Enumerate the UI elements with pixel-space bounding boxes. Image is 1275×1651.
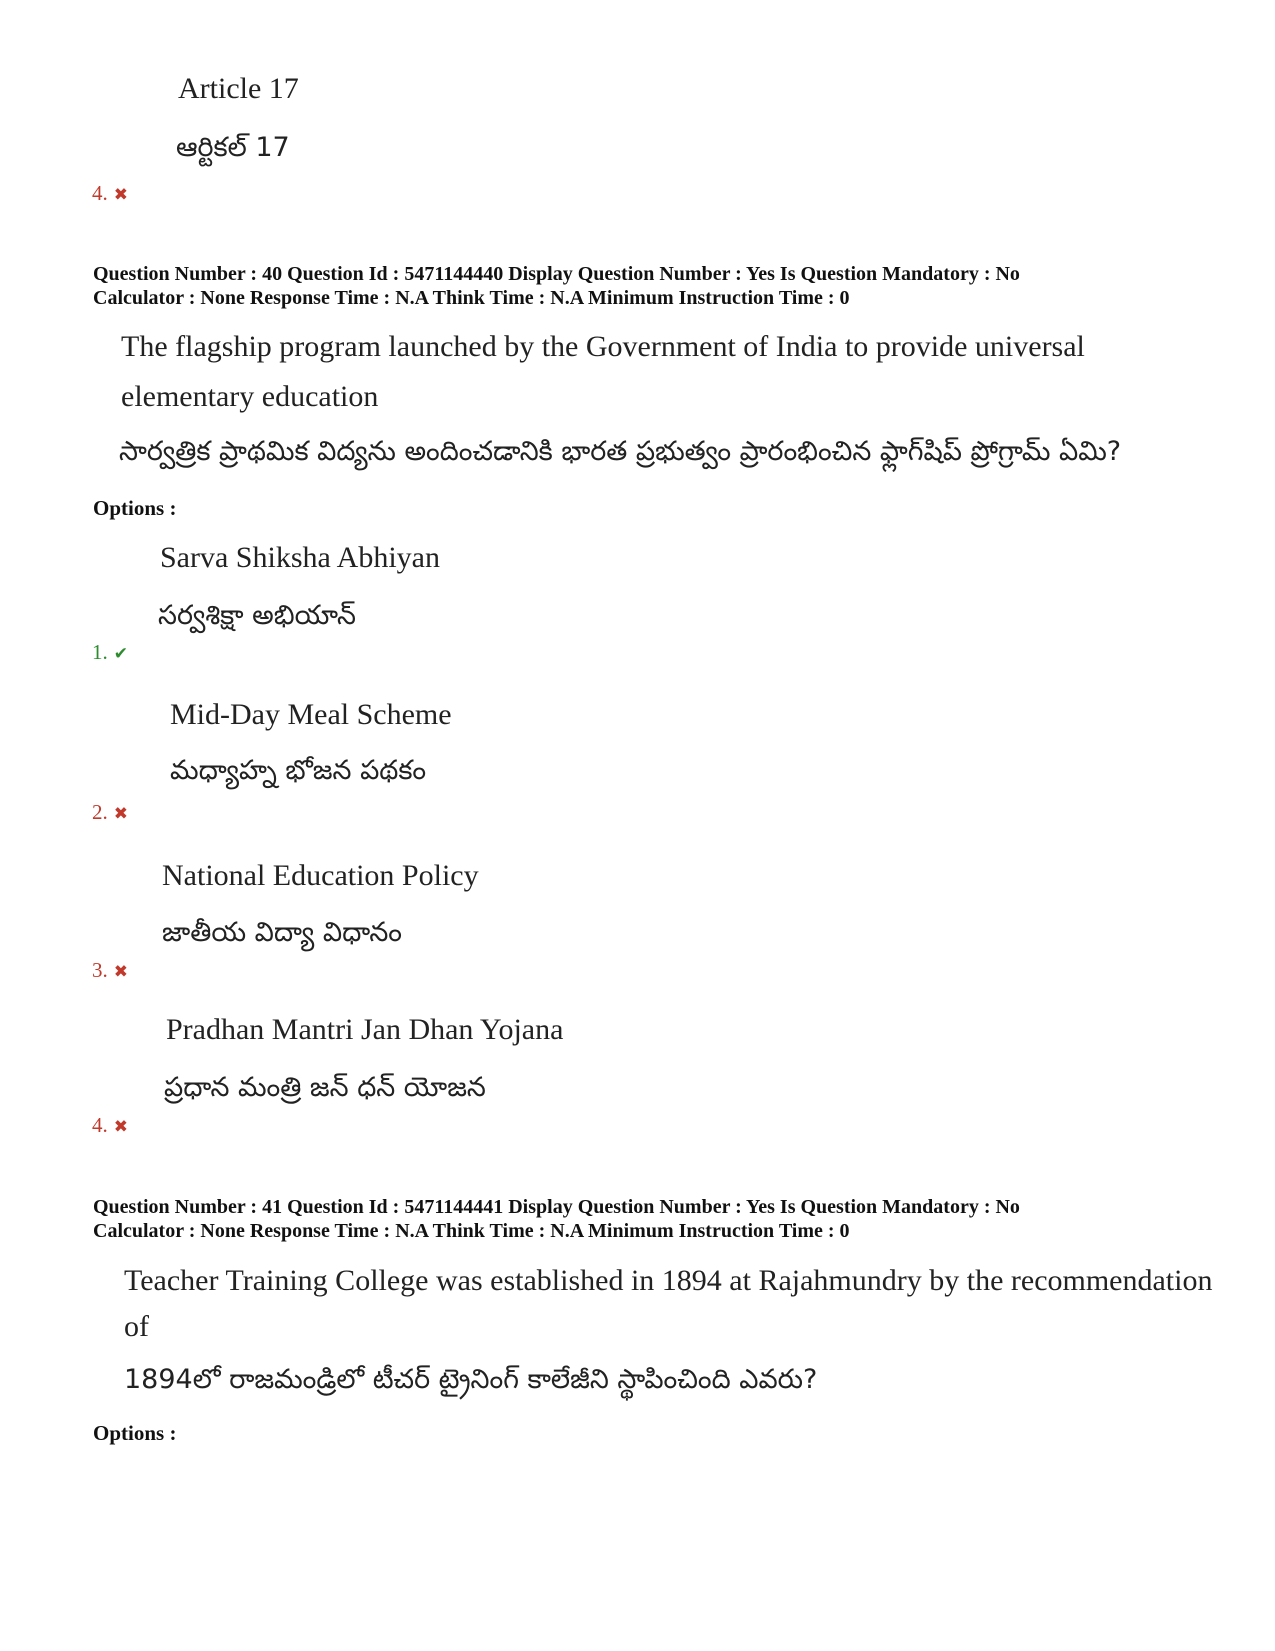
question-meta-line1: Question Number : 41 Question Id : 5471144441 Display Question Number : Yes Is Question Mandatory : No	[93, 1196, 1020, 1218]
question-41-meta	[93, 1195, 1020, 1243]
options-label: Options :	[93, 496, 177, 520]
option-number: 4.	[92, 1113, 108, 1137]
prev-option-4-marker	[92, 181, 128, 206]
options-label: Options :	[93, 1421, 177, 1445]
question-meta-line1: Question Number : 40 Question Id : 5471144440 Display Question Number : Yes Is Question Mandatory : No	[93, 263, 1020, 285]
option-2-telugu: మధ్యాహ్న భోజన పథకం	[170, 755, 427, 786]
cross-icon: ✖	[113, 1117, 128, 1136]
cross-icon: ✖	[113, 185, 128, 204]
question-41-text-te: 1894లో రాజమండ్రిలో టీచర్ ట్రైనింగ్ కాలేజీని స్థాపించింది ఎవరు?	[124, 1364, 818, 1395]
option-4-english: Pradhan Mantri Jan Dhan Yojana	[166, 1013, 564, 1046]
cross-icon: ✖	[113, 804, 128, 823]
question-41-text-en-line2: of	[124, 1310, 149, 1343]
option-4-telugu: ప్రధాన మంత్రి జన్ ధన్ యోజన	[164, 1072, 486, 1103]
option-3-marker	[92, 958, 128, 983]
option-3-english: National Education Policy	[162, 859, 479, 892]
question-meta-line2: Calculator : None Response Time : N.A Think Time : N.A Minimum Instruction Time : 0	[93, 287, 850, 309]
option-1-marker	[92, 640, 128, 665]
question-40-meta	[93, 262, 1020, 310]
option-number: 3.	[92, 958, 108, 982]
prev-option-4-english: Article 17	[178, 72, 299, 105]
option-number: 4.	[92, 181, 108, 205]
question-40-text-te: సార్వత్రిక ప్రాథమిక విద్యను అందించడానికి భారత ప్రభుత్వం ప్రారంభించిన ఫ్లాగ్‌షిప్ ప్రోగ్రామ్ ఏమి?	[119, 436, 1122, 467]
option-1-telugu: సర్వశిక్షా అభియాన్	[158, 600, 356, 631]
question-40-text-en-line2: elementary education	[121, 380, 379, 413]
option-number: 1.	[92, 640, 108, 664]
option-4-marker	[92, 1113, 128, 1138]
option-1-english: Sarva Shiksha Abhiyan	[160, 541, 440, 574]
prev-option-4-telugu: ఆర్టికల్ 17	[176, 132, 290, 163]
option-2-english: Mid-Day Meal Scheme	[170, 698, 452, 731]
option-number: 2.	[92, 800, 108, 824]
option-2-marker	[92, 800, 128, 825]
cross-icon: ✖	[113, 962, 128, 981]
option-3-telugu: జాతీయ విద్యా విధానం	[162, 917, 402, 948]
check-icon: ✔	[113, 644, 128, 663]
question-meta-line2: Calculator : None Response Time : N.A Think Time : N.A Minimum Instruction Time : 0	[93, 1220, 850, 1242]
question-40-text-en-line1: The flagship program launched by the Government of India to provide universal	[121, 330, 1085, 363]
question-41-text-en-line1: Teacher Training College was established in 1894 at Rajahmundry by the recommendation	[124, 1264, 1213, 1297]
